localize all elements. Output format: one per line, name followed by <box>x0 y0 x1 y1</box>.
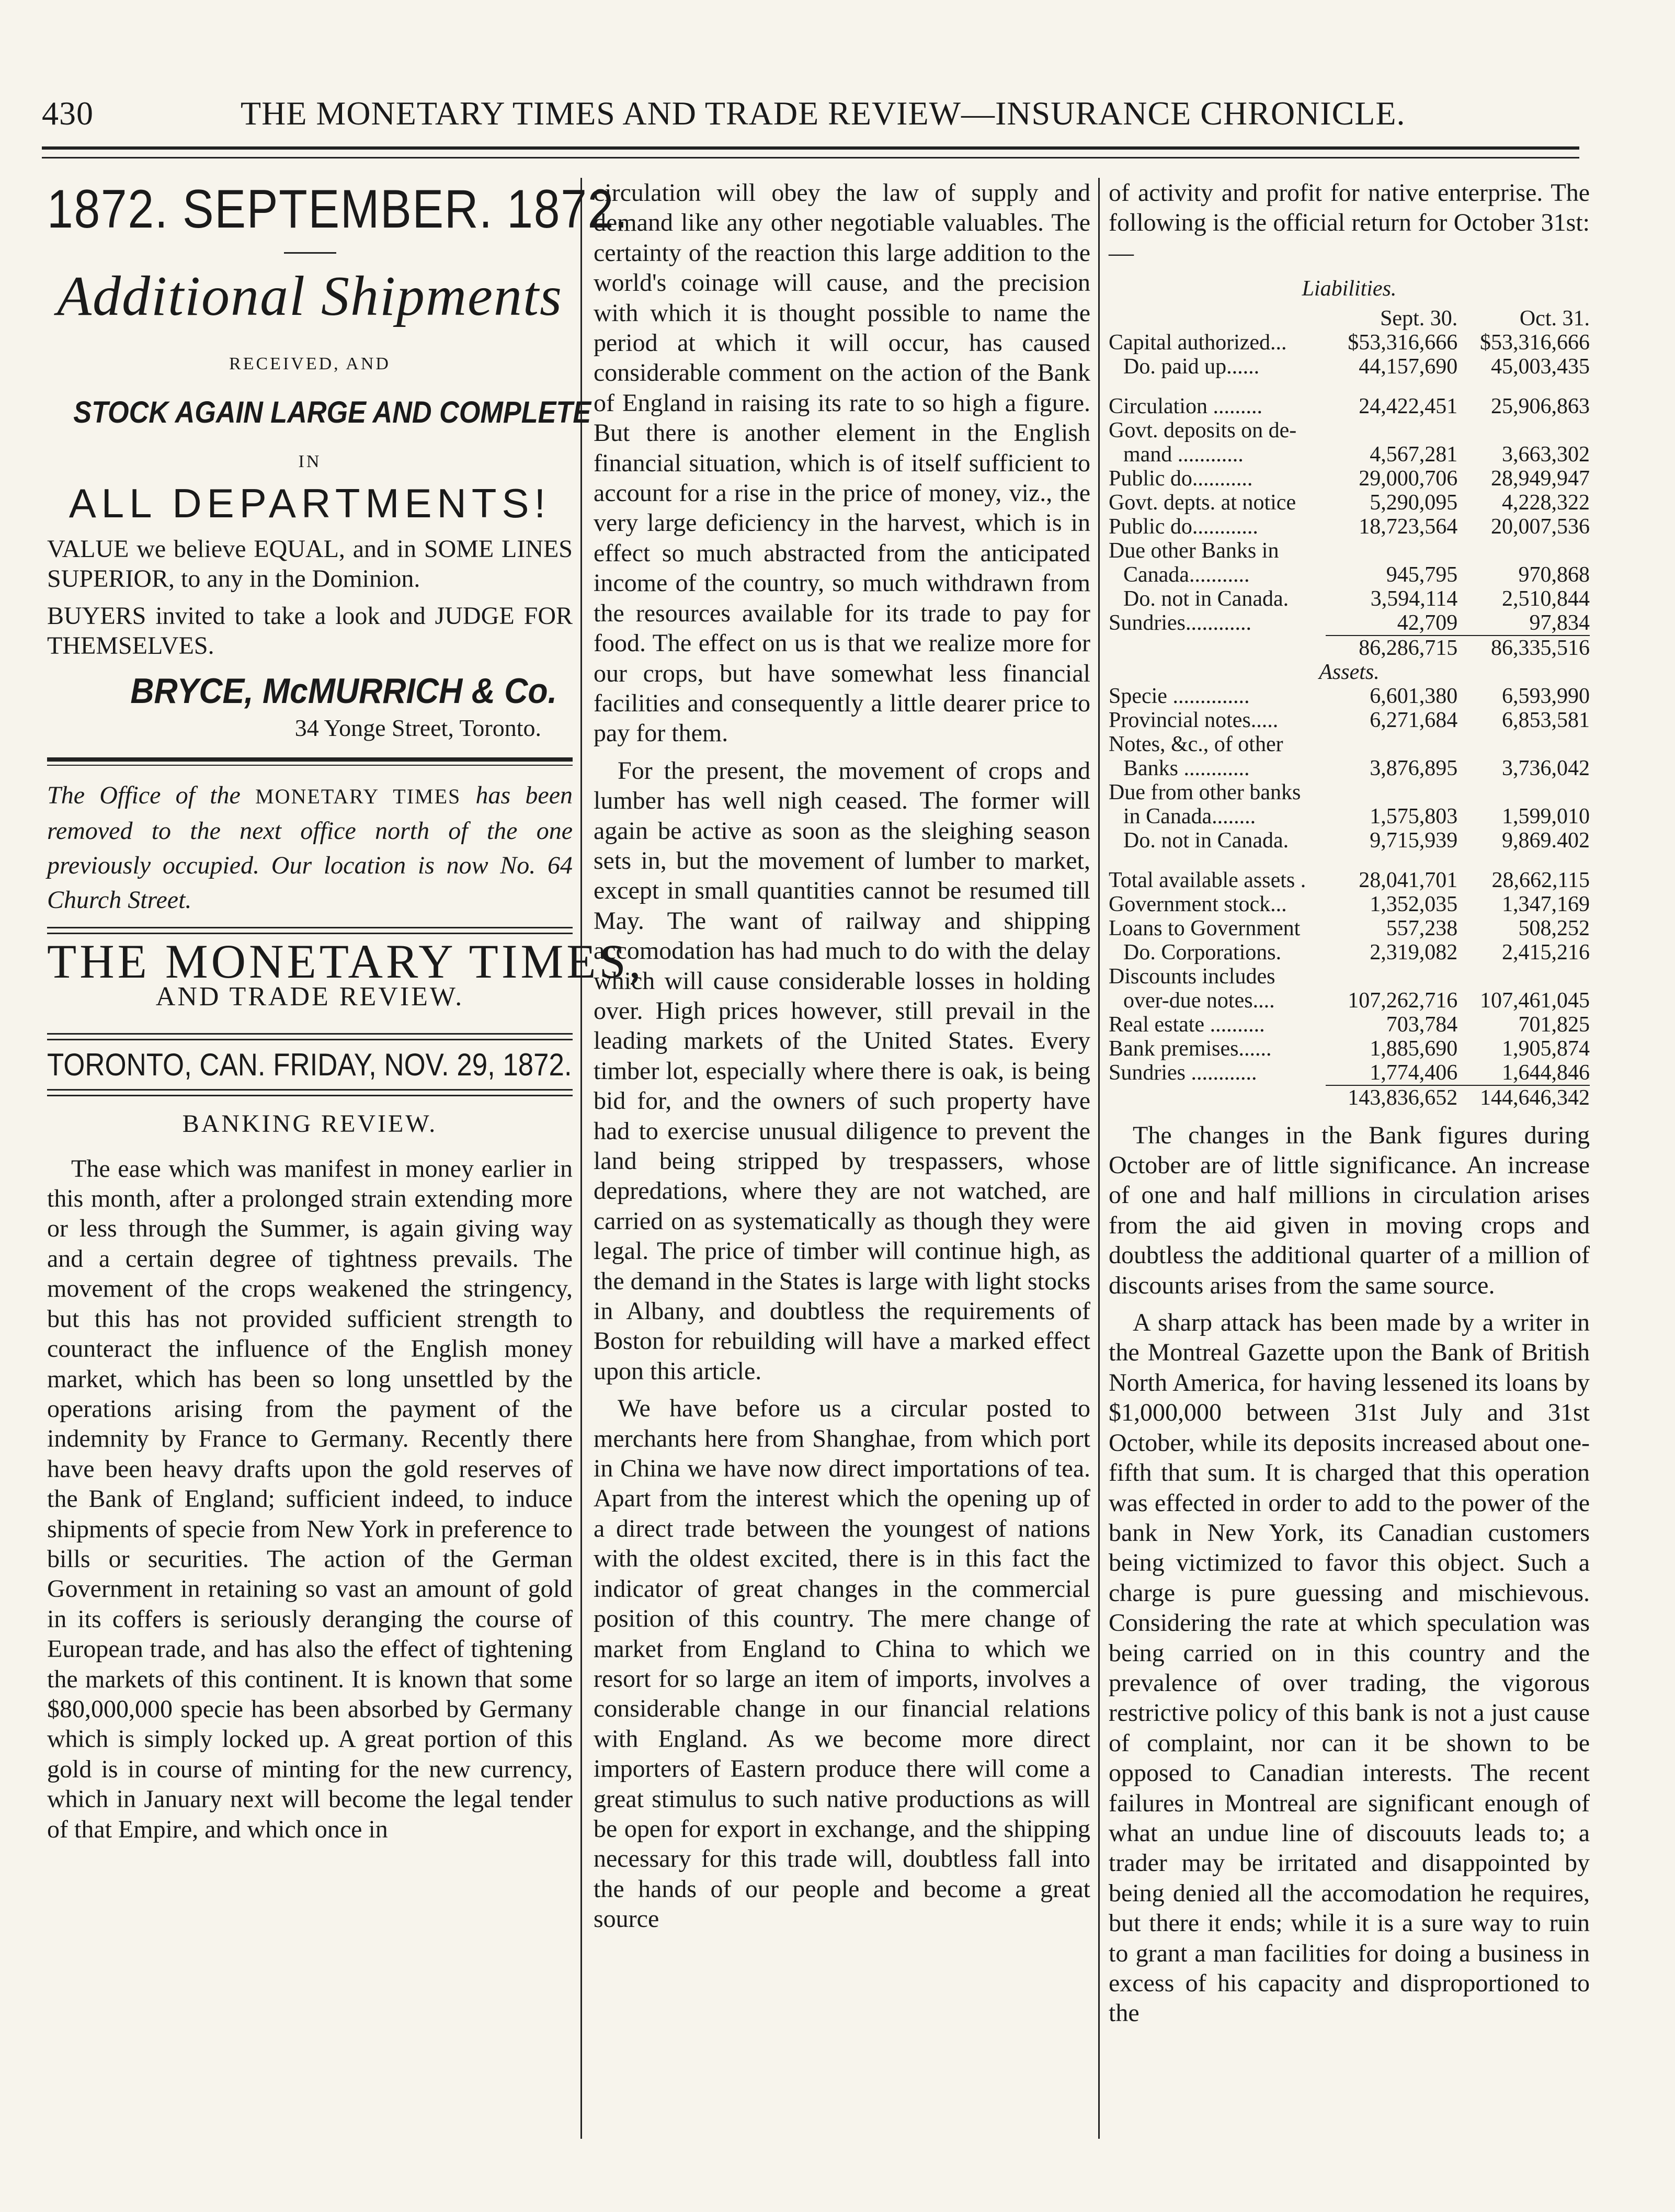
value-cell: 703,784 <box>1386 1012 1458 1037</box>
ad-departments: ALL DEPARTMENTS! <box>69 480 551 526</box>
total-cell: 86,335,516 <box>1457 636 1590 660</box>
value-cell: 28,041,701 <box>1359 868 1458 892</box>
ad-firm-name: BRYCE, McMURRICH & Co. <box>130 671 557 711</box>
value-cell: 28,949,947 <box>1491 466 1590 491</box>
value-cell <box>1326 379 1458 394</box>
office-notice <box>47 778 573 917</box>
dateline: TORONTO, CAN. FRIDAY, NOV. 29, 1872. <box>47 1047 572 1082</box>
value-cell: 29,000,706 <box>1359 466 1458 491</box>
row-label: Do. Corporations. <box>1123 940 1282 965</box>
value-cell: 3,594,114 <box>1370 586 1458 611</box>
office-notice-name: MONETARY TIMES <box>255 785 461 809</box>
ad-stock-line: STOCK AGAIN LARGE AND COMPLETE <box>73 395 591 430</box>
table-row <box>1109 515 1590 539</box>
value-cell: 6,593,990 <box>1502 684 1590 708</box>
total-cell: 144,646,342 <box>1457 1085 1590 1110</box>
row-label: Sundries ............ <box>1109 1060 1257 1085</box>
article-paragraph: of activity and profit for native enterprise. The following is the official return for October 31st:— <box>1109 179 1590 267</box>
row-label: Capital authorized... <box>1109 330 1287 355</box>
value-cell: 6,271,684 <box>1370 708 1458 732</box>
article-paragraph: A sharp attack has been made by a writer in the Montreal Gazette upon the Bank of British North America, for having lessened its loans by $1,000,000 between 31st July and 31st October, while its deposits increased about one-fifth that sum. It is charged that this operation was effected in order to add to the power of the bank in New York, its Canadian customers being victimized to favor this object. Such a charge is pure guessing and mischievous. Considering the rate at which speculation was being carried on in this country and the prevalence of over trading, the vigorous restrictive policy of this bank is not a just cause of complaint, nor can it be shown to be opposed to Canadian interests. The recent failures in Montreal are significant enough of what an undue line of discouuts leads to; a trader may be irritated and disappointed by being denied all the accomodation he requires, but there it ends; while it is a sure way to ruin to grant a man facilities for doing a business in excess of his capacity and disproportioned to the <box>1109 1309 1590 2027</box>
table-row <box>1109 611 1590 636</box>
row-label: Govt. depts. at notice <box>1109 490 1296 515</box>
row-label: Due other Banks in <box>1109 538 1279 563</box>
bank-return-table <box>1109 307 1590 1110</box>
row-label: Public do............ <box>1109 514 1258 539</box>
row-label: Do. not in Canada. <box>1123 828 1289 853</box>
ad-buyers-text: BUYERS invited to take a look and JUDGE FOR THEMSELVES. <box>47 602 573 660</box>
article-paragraph: For the present, the movement of crops and lumber has well nigh ceased. The former will again be active as soon as the sleighing season sets in, but the movement of lumber to market, except in small quantities cannot be resumed till May. The want of railway and shipping accomodation has had much to do with the delay which will cause considerable losses in holding over. High prices however, still prevail in the leading markets of the United States. Every timber lot, especially where there is oak, is being bid for, and the owners of such property have had to exercise unusual diligence to prevent the land being stripped by trespassers, whose depredations, where they are not watched, are carried on as systematically as though they were legal. The price of timber will continue high, as the demand in the States is large with light stocks in Albany, and doubtless the requirements of Boston for rebuilding will have a marked effect upon this article. <box>594 756 1090 1385</box>
value-cell <box>1457 965 1590 989</box>
row-label: Govt. deposits on de- <box>1109 418 1297 443</box>
table-header-row <box>1109 307 1590 331</box>
table-row <box>1109 853 1590 868</box>
value-cell: $53,316,666 <box>1480 330 1590 355</box>
row-label <box>1109 379 1326 394</box>
column-header: Sept. 30. <box>1380 306 1458 331</box>
row-label: mand ............ <box>1123 442 1244 467</box>
table-row <box>1109 563 1590 587</box>
section-heading: BANKING REVIEW. <box>182 1110 438 1138</box>
short-rule <box>284 252 336 254</box>
column-3 <box>1109 178 1590 2134</box>
running-title: THE MONETARY TIMES AND TRADE REVIEW—INSURANCE CHRONICLE. <box>241 95 1406 132</box>
value-cell: 97,834 <box>1529 610 1590 635</box>
value-cell <box>1326 732 1458 756</box>
table-row <box>1109 684 1590 708</box>
row-label: Government stock... <box>1109 892 1287 916</box>
row-label: Do. not in Canada. <box>1123 586 1289 611</box>
rule <box>47 927 573 934</box>
assets-caption: Assets. <box>1319 660 1380 684</box>
rule <box>47 1033 573 1040</box>
office-notice-part2: has been removed to the next office north of the one previously occupied. Our location is now No. 64 Church Street. <box>47 781 573 914</box>
article-paragraph: circulation will obey the law of supply and demand like any other negotiable valuables. The certainty of the reaction this large addition to the world's coinage will cause, and the precision with which it is thought possible to name the period at which it will occur, has caused considerable comment on the action of the Bank of England in raising its rate to so high a figure. But there is another element in the English financial situation, which is of itself sufficient to account for a rise in the price of money, viz., the very large deficiency in the harvest, which is in effect so much abstracted from the anticipated income of the country, so much withdrawn from the resources available for its trade to pay for food. The effect on us is that we realize more for our crops, but have somewhat less financial facilities and consequently a little dearer price to pay for them. <box>594 179 1090 747</box>
value-cell <box>1326 418 1458 443</box>
table-row <box>1109 756 1590 780</box>
value-cell: 1,774,406 <box>1370 1060 1458 1085</box>
table-row <box>1109 587 1590 611</box>
row-label: Real estate .......... <box>1109 1012 1265 1037</box>
value-cell: $53,316,666 <box>1348 330 1458 355</box>
ad-in: IN <box>298 452 322 472</box>
table-row <box>1109 916 1590 940</box>
value-cell: 6,601,380 <box>1370 684 1458 708</box>
value-cell: 1,885,690 <box>1370 1036 1458 1061</box>
value-cell <box>1457 539 1590 563</box>
column-divider-1 <box>580 178 582 2139</box>
table-row <box>1109 780 1590 804</box>
value-cell <box>1326 965 1458 989</box>
row-label: Specie .............. <box>1109 684 1250 708</box>
value-cell: 1,352,035 <box>1370 892 1458 916</box>
value-cell: 28,662,115 <box>1491 868 1590 892</box>
table-row <box>1109 1061 1590 1085</box>
value-cell <box>1326 853 1458 868</box>
row-label: Bank premises...... <box>1109 1036 1272 1061</box>
row-label: Do. paid up...... <box>1123 354 1260 379</box>
ad-date-line: 1872. SEPTEMBER. 1872. <box>47 179 629 240</box>
value-cell: 945,795 <box>1386 562 1458 587</box>
liabilities-total-row <box>1109 636 1590 660</box>
header-rule <box>42 146 1579 158</box>
row-label: Total available assets . <box>1109 868 1306 892</box>
row-label: Loans to Government <box>1109 916 1301 940</box>
value-cell <box>1457 732 1590 756</box>
column-header: Oct. 31. <box>1519 306 1590 331</box>
table-row <box>1109 732 1590 756</box>
row-label: Notes, &c., of other <box>1109 732 1283 756</box>
table-row <box>1109 394 1590 418</box>
row-label: Sundries............ <box>1109 610 1251 635</box>
value-cell: 107,262,716 <box>1348 988 1458 1013</box>
value-cell: 18,723,564 <box>1359 514 1458 539</box>
table-row <box>1109 539 1590 563</box>
row-label: Provincial notes..... <box>1109 708 1279 732</box>
row-label: Banks ............ <box>1123 756 1250 780</box>
article-paragraph: The ease which was manifest in money earlier in this month, after a prolonged strain extending more or less through the Summer, is again giving way and a certain degree of tightness prevails. The movement of the crops weakened the stringency, but this has not provided sufficient strength to counteract the influence of the English money market, which has been so long unsettled by the operations arising from the payment of the indemnity by France to Germany. Recently there have been heavy drafts upon the gold reserves of the Bank of England; sufficient indeed, to induce shipments of specie from New York in preference to bills or securities. The action of the German Government in retaining so vast an amount of gold in its coffers is seriously deranging the course of European trade, and has also the effect of tightening the markets of this continent. It is known that some $80,000,000 specie has been absorbed by Germany which is simply locked up. A great portion of this gold is in course of minting for the new currency, which in January next will become the legal tender of that Empire, and which once in <box>47 1154 573 1843</box>
ad-address: 34 Yonge Street, Toronto. <box>294 714 541 741</box>
table-row <box>1109 418 1590 443</box>
rule <box>47 1089 573 1096</box>
value-cell: 701,825 <box>1518 1012 1590 1037</box>
table-row <box>1109 331 1590 355</box>
assets-total-row <box>1109 1085 1590 1110</box>
value-cell: 107,461,045 <box>1480 988 1590 1013</box>
table-row <box>1109 829 1590 853</box>
value-cell <box>1326 780 1458 804</box>
table-row <box>1109 708 1590 732</box>
table-row <box>1109 868 1590 892</box>
ad-value-text: VALUE we believe EQUAL, and in SOME LINES SUPERIOR, to any in the Dominion. <box>47 535 573 593</box>
value-cell: 4,567,281 <box>1370 442 1458 467</box>
value-cell: 3,736,042 <box>1502 756 1590 780</box>
column-2 <box>594 178 1090 2134</box>
value-cell: 1,644,846 <box>1502 1060 1590 1085</box>
advertisement <box>47 178 629 743</box>
masthead-subtitle: AND TRADE REVIEW. <box>155 982 464 1012</box>
value-cell: 2,510,844 <box>1502 586 1590 611</box>
value-cell: 2,415,216 <box>1502 940 1590 965</box>
page-number: 430 <box>42 95 94 132</box>
table-row <box>1109 1037 1590 1061</box>
value-cell: 6,853,581 <box>1502 708 1590 732</box>
value-cell: 557,238 <box>1386 916 1458 940</box>
value-cell: 42,709 <box>1397 610 1458 635</box>
row-label: Public do........... <box>1109 466 1253 491</box>
row-label: over-due notes.... <box>1123 988 1275 1013</box>
table-row <box>1109 443 1590 467</box>
row-label: in Canada........ <box>1123 804 1256 829</box>
table-row <box>1109 379 1590 394</box>
column-divider-2 <box>1098 178 1100 2139</box>
ad-received: RECEIVED, AND <box>229 354 391 373</box>
value-cell: 2,319,082 <box>1370 940 1458 965</box>
value-cell <box>1457 379 1590 394</box>
table-row <box>1109 491 1590 515</box>
total-cell: 86,286,715 <box>1326 636 1458 660</box>
value-cell: 24,422,451 <box>1359 394 1458 418</box>
table-row <box>1109 804 1590 829</box>
table-row <box>1109 965 1590 989</box>
value-cell: 1,599,010 <box>1502 804 1590 829</box>
table-row <box>1109 467 1590 491</box>
row-label: Due from other banks <box>1109 780 1301 804</box>
row-label: Circulation ......... <box>1109 394 1262 418</box>
article-paragraph: The changes in the Bank figures during October are of little significance. An increase of one and half millions in circulation arises from the aid given in moving crops and doubtless the additional quarter of a million of discounts arises from the same source. <box>1109 1121 1590 1299</box>
table-row <box>1109 940 1590 965</box>
value-cell <box>1326 539 1458 563</box>
value-cell: 9,715,939 <box>1370 828 1458 853</box>
value-cell: 9,869.402 <box>1502 828 1590 853</box>
row-label <box>1109 853 1326 868</box>
article-paragraph: We have before us a circular posted to merchants here from Shanghae, from which port in China we have now direct importations of tea. Apart from the interest which the opening up of a direct trade between the youngest of nations with the oldest excited, there is in this fact the indicator of great changes in the commercial position of this country. The mere change of market from England to China to which we resort for so large an item of imports, involves a considerable change in our financial relations with England. As we become more direct importers of Eastern produce there will come a great stimulus to such native productions as will be open for export in exchange, and the shipping necessary for this trade will, doubtless fall into the hands of our people and become a great source <box>594 1394 1090 1933</box>
value-cell: 1,575,803 <box>1370 804 1458 829</box>
office-notice-part1: The Office of the <box>47 781 241 810</box>
value-cell: 3,876,895 <box>1370 756 1458 780</box>
table-row <box>1109 989 1590 1013</box>
value-cell: 3,663,302 <box>1502 442 1590 467</box>
row-label: Canada........... <box>1123 562 1250 587</box>
rule <box>47 757 573 766</box>
table-row <box>1109 1013 1590 1037</box>
value-cell: 25,906,863 <box>1491 394 1590 418</box>
value-cell: 1,905,874 <box>1502 1036 1590 1061</box>
total-cell: 143,836,652 <box>1326 1085 1458 1110</box>
value-cell: 4,228,322 <box>1502 490 1590 515</box>
value-cell: 508,252 <box>1518 916 1590 940</box>
masthead-title: THE MONETARY TIMES, <box>47 935 644 989</box>
column-1 <box>47 178 644 2134</box>
row-label: Discounts includes <box>1109 964 1275 989</box>
table-row <box>1109 892 1590 916</box>
value-cell <box>1457 780 1590 804</box>
value-cell: 5,290,095 <box>1370 490 1458 515</box>
table-row <box>1109 355 1590 379</box>
value-cell <box>1457 418 1590 443</box>
value-cell: 20,007,536 <box>1491 514 1590 539</box>
value-cell: 970,868 <box>1518 562 1590 587</box>
value-cell: 1,347,169 <box>1502 892 1590 916</box>
value-cell: 44,157,690 <box>1359 354 1458 379</box>
value-cell <box>1457 853 1590 868</box>
liabilities-caption: Liabilities. <box>1302 277 1397 301</box>
ad-headline: Additional Shipments <box>57 265 563 327</box>
value-cell: 45,003,435 <box>1491 354 1590 379</box>
